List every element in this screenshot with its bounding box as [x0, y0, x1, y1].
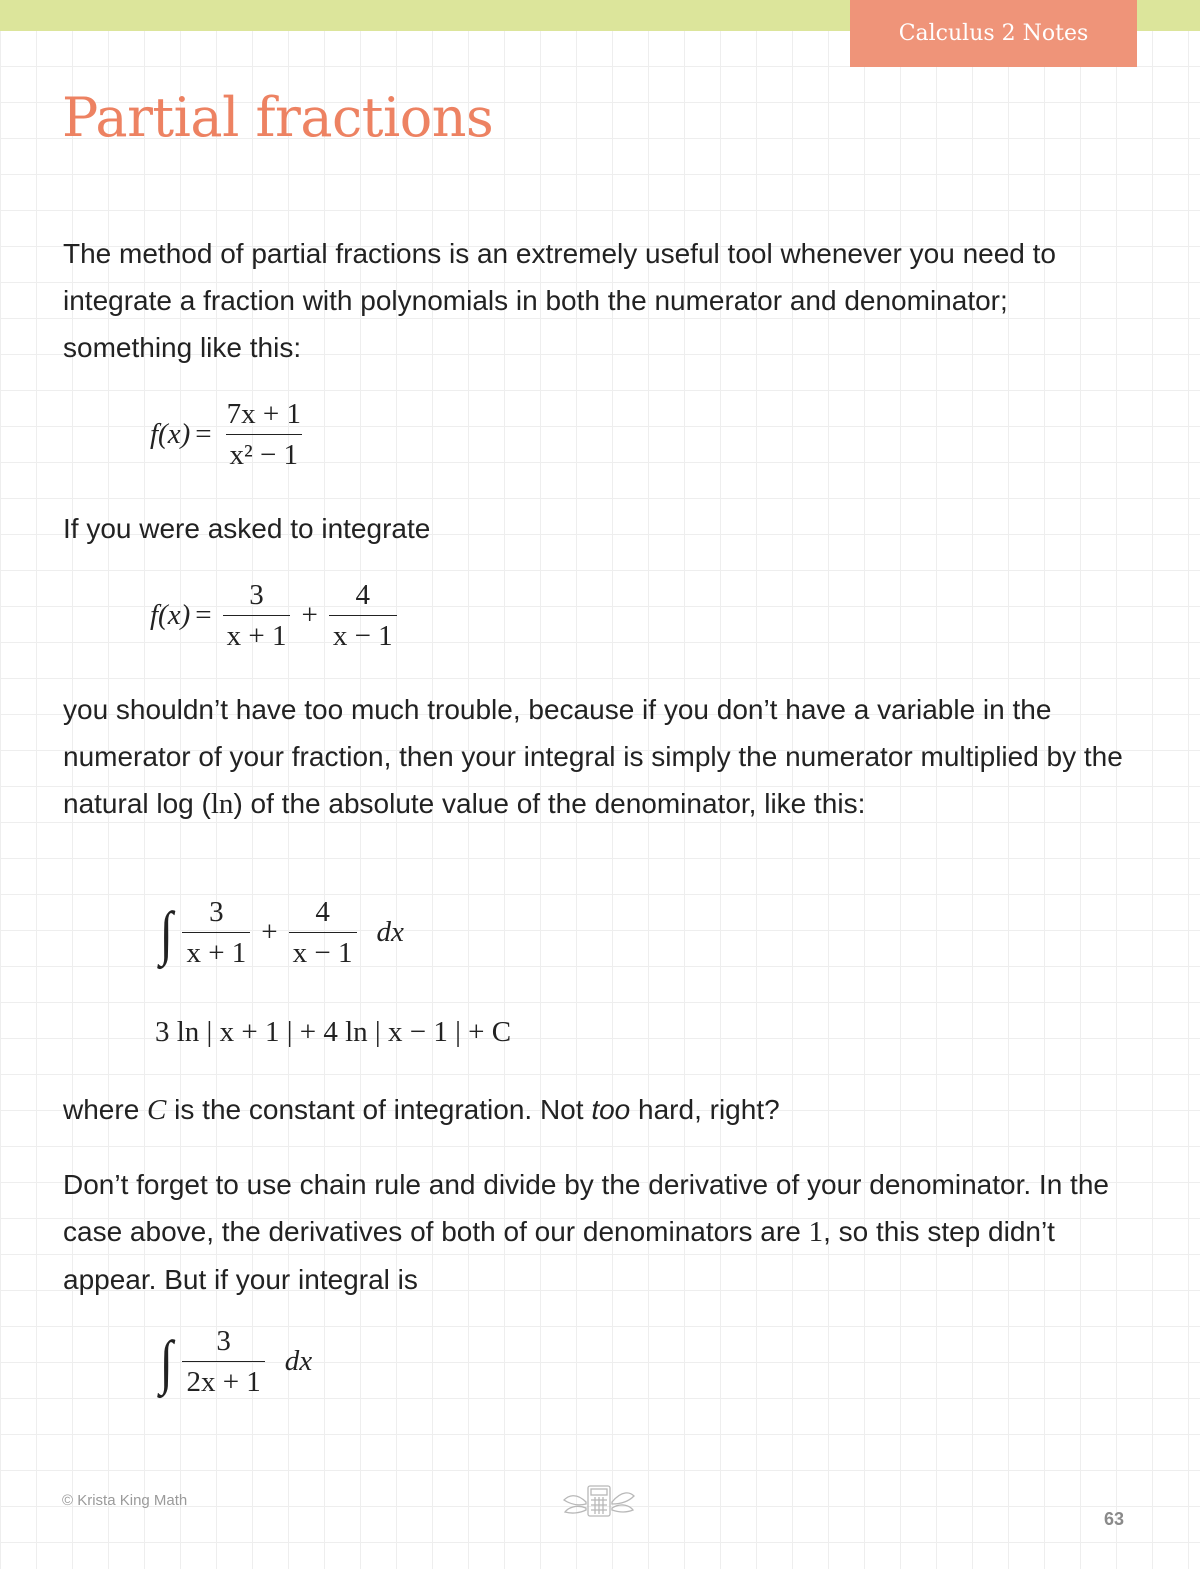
eq3-dx: dx — [376, 916, 404, 948]
eq1-equals: = — [195, 418, 212, 450]
p4-text-before: where — [63, 1094, 148, 1125]
eq2-denominator-1: x + 1 — [223, 615, 291, 652]
eq5-integral-sign: ∫ — [159, 1328, 173, 1395]
p5-text-before: Don’t forget to use chain rule and divide by the derivative of your denominator. In the case above, the derivatives of both of our denominators are — [63, 1169, 1109, 1247]
eq3-fraction-2 — [289, 896, 357, 969]
p4-too-emphasis: too — [591, 1094, 631, 1125]
eq3-denominator-1: x + 1 — [182, 932, 250, 969]
eq2-numerator-2: 4 — [355, 579, 370, 611]
eq3-integral-sign: ∫ — [159, 899, 173, 966]
p4-text-mid: is the constant of integration. Not — [166, 1094, 592, 1125]
eq2-fraction-1 — [223, 579, 291, 652]
p3-text-before: you shouldn’t have too much trouble, because if you don’t have a variable in the numerator of your fraction, then your integral is simply the numerator multiplied by the natural log ( — [63, 694, 1123, 819]
equation-f-definition — [150, 398, 311, 471]
p5-text-after: , so this step didn’t appear. But if your integral is — [63, 1216, 1055, 1295]
p4-constant-c: C — [147, 1094, 167, 1126]
p3-ln: ln — [210, 788, 234, 820]
paragraph-intro: The method of partial fractions is an extremely useful tool whenever you need to integrate a fraction with polynomials in both the numerator and denominator; something like this: — [63, 238, 1056, 363]
equation-f-decomposed — [150, 579, 403, 652]
eq2-numerator-1: 3 — [249, 579, 264, 611]
p4-text-after: hard, right? — [630, 1094, 780, 1125]
equation-integral-result — [155, 1016, 511, 1049]
paragraph-chain-rule — [63, 1161, 1143, 1303]
eq1-numerator: 7x + 1 — [226, 398, 301, 430]
eq3-numerator-2: 4 — [315, 896, 330, 928]
paragraph-if-asked: If you were asked to integrate — [63, 513, 431, 544]
page-title: Partial fractions — [62, 86, 494, 149]
eq3-fraction-1 — [182, 896, 250, 969]
eq1-fraction — [223, 398, 305, 471]
eq5-dx: dx — [284, 1345, 313, 1377]
equation-integral-chain — [158, 1325, 312, 1398]
eq5-denominator: 2x + 1 — [182, 1361, 264, 1398]
eq2-denominator-2: x − 1 — [329, 615, 397, 652]
eq3-denominator-2: x − 1 — [289, 932, 357, 969]
equation-integral-sum — [158, 896, 404, 969]
eq1-denominator: x² − 1 — [226, 434, 303, 471]
calculator-laurel-icon — [562, 1478, 636, 1524]
footer-copyright: © Krista King Math — [62, 1492, 188, 1509]
p3-text-after: ) of the absolute value of the denominator, like this: — [233, 788, 866, 819]
eq3-plus: + — [261, 916, 278, 948]
page-number: 63 — [1104, 1509, 1125, 1529]
eq2-equals: = — [195, 599, 212, 631]
p5-one: 1 — [808, 1216, 824, 1248]
eq2-fraction-2 — [329, 579, 397, 652]
eq4-result: 3 ln | x + 1 | + 4 ln | x − 1 | + C — [155, 1016, 512, 1048]
paragraph-constant — [63, 1086, 1143, 1134]
eq1-lhs: f(x) — [150, 418, 191, 450]
paragraph-explanation — [63, 686, 1143, 828]
eq5-fraction — [182, 1325, 264, 1398]
header-tab-label: Calculus 2 Notes — [898, 21, 1089, 46]
eq3-numerator-1: 3 — [209, 896, 224, 928]
eq5-numerator: 3 — [216, 1325, 231, 1357]
header-tab — [850, 0, 1137, 67]
eq2-plus: + — [301, 599, 318, 631]
eq2-lhs: f(x) — [150, 599, 191, 631]
